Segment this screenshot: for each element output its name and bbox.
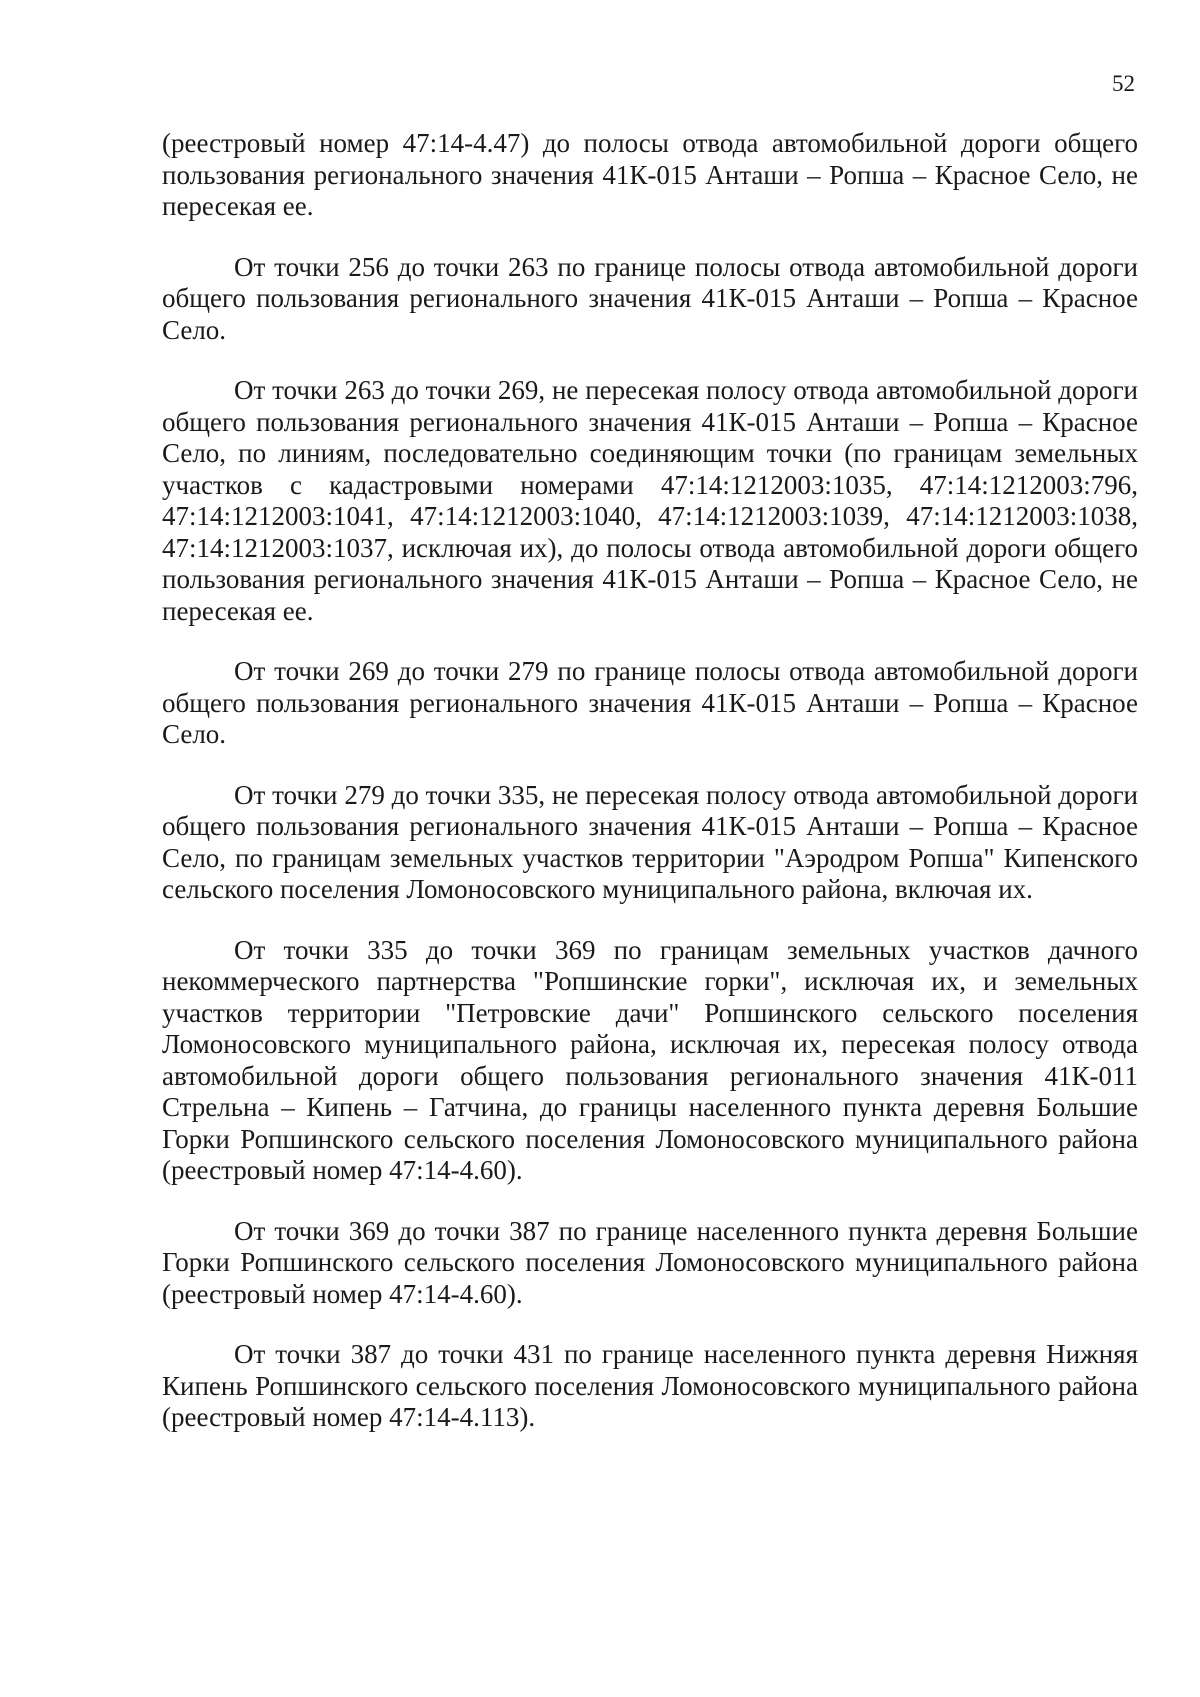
document-body (162, 128, 1138, 1463)
paragraph-points-279-335: От точки 279 до точки 335, не пересекая полосу отвода автомобильной дороги общего пользования регионального значения 41К-015 Анташи – Ропша – Красное Село, по границам земельных участков территории "Аэродром Ропша" Кипенского сельского поселения Ломоносовского муниципального района, включая их. (162, 779, 1138, 904)
paragraph-points-263-269: От точки 263 до точки 269, не пересекая полосу отвода автомобильной дороги общего пользования регионального значения 41К-015 Анташи – Ропша – Красное Село, по линиям, последовательно соединяющим точки (по границам земельных участков с кадастровыми номерами 47:14:1212003:1035, 47:14:1212003:796, 47:14:1212003:1041, 47:14:1212003:1040, 47:14:1212003:1039, 47:14:1212003:1038, 47:14:1212003:1037, исключая их), до полосы отвода автомобильной дороги общего пользования регионального значения 41К-015 Анташи – Ропша – Красное Село, не пересекая ее. (162, 375, 1138, 626)
paragraph-points-387-431: От точки 387 до точки 431 по границе населенного пункта деревня Нижняя Кипень Ропшинского сельского поселения Ломоносовского муниципального района (реестровый номер 47:14-4.113). (162, 1339, 1138, 1432)
paragraph-points-335-369: От точки 335 до точки 369 по границам земельных участков дачного некоммерческого партнерства "Ропшинские горки", исключая их, и земельных участков территории "Петровские дачи" Ропшинского сельского поселения Ломоносовского муниципального района, исключая их, пересекая полосу отвода автомобильной дороги общего пользования регионального значения 41К-011 Стрельна – Кипень – Гатчина, до границы населенного пункта деревня Большие Горки Ропшинского сельского поселения Ломоносовского муниципального района (реестровый номер 47:14-4.60). (162, 934, 1138, 1185)
paragraph-continuation: (реестровый номер 47:14-4.47) до полосы отвода автомобильной дороги общего пользования регионального значения 41К-015 Анташи – Ропша – Красное Село, не пересекая ее. (162, 128, 1138, 221)
paragraph-points-369-387: От точки 369 до точки 387 по границе населенного пункта деревня Большие Горки Ропшинского сельского поселения Ломоносовского муниципального района (реестровый номер 47:14-4.60). (162, 1215, 1138, 1309)
paragraph-points-256-263: От точки 256 до точки 263 по границе полосы отвода автомобильной дороги общего пользования регионального значения 41К-015 Анташи – Ропша – Красное Село. (162, 251, 1138, 345)
page-number: 52 (1112, 71, 1135, 96)
paragraph-points-269-279: От точки 269 до точки 279 по границе полосы отвода автомобильной дороги общего пользования регионального значения 41К-015 Анташи – Ропша – Красное Село. (162, 656, 1138, 749)
